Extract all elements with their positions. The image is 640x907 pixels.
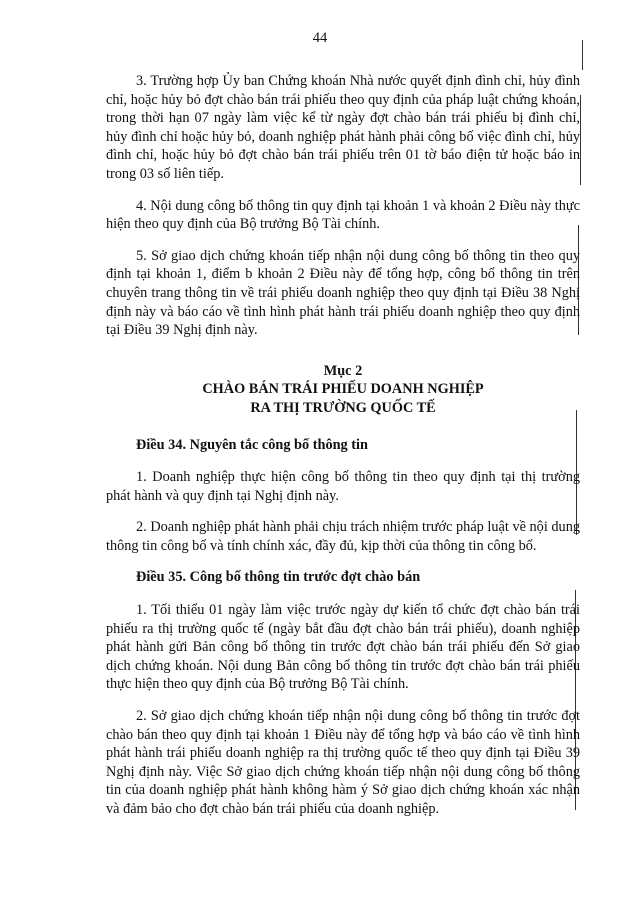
document-body xyxy=(106,72,580,832)
article-34-clause-1: 1. Doanh nghiệp thực hiện công bố thông tin theo quy định tại thị trường phát hành và quy định tại Nghị định này. xyxy=(106,469,580,504)
section-title-line-2: RA THỊ TRƯỜNG QUỐC TẾ xyxy=(250,399,436,416)
section-heading-block xyxy=(106,362,580,418)
page-number: 44 xyxy=(312,30,328,46)
paragraph-clause-4: 4. Nội dung công bố thông tin quy định tại khoản 1 và khoản 2 Điều này thực hiện theo quy định của Bộ trưởng Bộ Tài chính. xyxy=(106,197,580,233)
paragraph-clause-5: 5. Sở giao dịch chứng khoán tiếp nhận nội dung công bố thông tin theo quy định tại khoản 1, điểm b khoản 2 Điều này để tổng hợp, công bố thông tin trên chuyên trang thông tin về trái phiếu doanh nghiệp theo quy định tại Điều 38 Nghị định này và báo cáo về tình hình phát hành trái phiếu doanh nghiệp theo quy định tại Điều 39 Nghị định này. xyxy=(106,247,580,339)
article-34-clause-2: 2. Doanh nghiệp phát hành phải chịu trách nhiệm trước pháp luật về nội dung thông tin công bố và tính chính xác, đầy đủ, kịp thời của thông tin công bố. xyxy=(106,519,580,554)
article-34-heading: Điều 34. Nguyên tắc công bố thông tin xyxy=(136,436,368,453)
scan-margin-line xyxy=(582,40,583,70)
scan-margin-line xyxy=(580,95,581,185)
article-35-clause-1: 1. Tối thiểu 01 ngày làm việc trước ngày dự kiến tổ chức đợt chào bán trái phiếu ra thị trường quốc tế (ngày bắt đầu đợt chào bán trái phiếu), doanh nghiệp phát hành gửi Bản công bố thông tin trước đợt chào bán trái phiếu đến Sở giao dịch chứng khoán. Nội dung Bản công bố thông tin trước đợt chào bán trái phiếu thực hiện theo quy định của Bộ trưởng Bộ Tài chính. xyxy=(106,602,580,693)
paragraph-clause-3: 3. Trường hợp Ủy ban Chứng khoán Nhà nước quyết định đình chỉ, hủy đình chỉ, hoặc hủy bỏ đợt chào bán trái phiếu theo quy định của pháp luật chứng khoán, trong thời hạn 07 ngày làm việc kể từ ngày đợt chào bán trái phiếu bị đình chỉ, hủy đình chỉ hoặc hủy bỏ, doanh nghiệp phát hành phải công bố việc đình chỉ, hủy đình chỉ, hoặc hủy bỏ đợt chào bán trái phiếu trên 01 tờ báo điện tử hoặc báo in trong 03 số liên tiếp. xyxy=(106,73,580,182)
section-title-line-1: CHÀO BÁN TRÁI PHIẾU DOANH NGHIỆP xyxy=(202,381,484,398)
article-35-clause-2: 2. Sở giao dịch chứng khoán tiếp nhận nội dung công bố thông tin trước đợt chào bán theo quy định tại khoản 1 Điều này để tổng hợp và báo cáo về tình hình phát hành trái phiếu doanh nghiệp ra thị trường quốc tế theo quy định tại Điều 39 Nghị định này. Việc Sở giao dịch chứng khoán tiếp nhận nội dung công bố thông tin của doanh nghiệp phát hành không hàm ý Sở giao dịch chứng khoán xác nhận và đảm bảo cho đợt chào bán trái phiếu của doanh nghiệp. xyxy=(106,708,580,817)
article-35-heading: Điều 35. Công bố thông tin trước đợt chào bán xyxy=(136,569,421,586)
section-label: Mục 2 xyxy=(323,362,363,379)
